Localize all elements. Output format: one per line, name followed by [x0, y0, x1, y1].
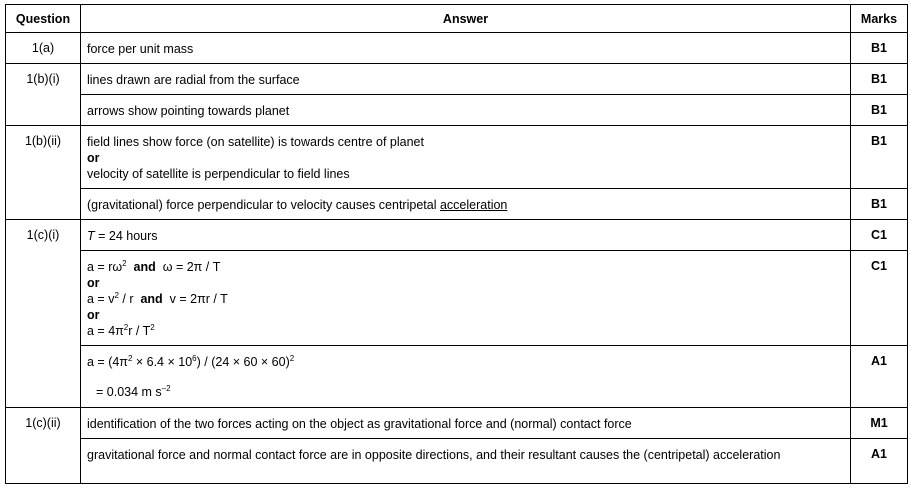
question-label: 1(b)(i)	[6, 64, 81, 126]
answer-text: = 24 hours	[94, 229, 158, 243]
question-label: 1(c)(i)	[6, 220, 81, 408]
result-value: = 0.034 m s	[96, 385, 162, 399]
answer-line: velocity of satellite is perpendicular to field lines	[87, 167, 350, 181]
marks-cell: B1	[851, 33, 908, 64]
answer-cell: lines drawn are radial from the surface	[81, 64, 851, 95]
period-symbol: T	[87, 229, 95, 243]
superscript: 2	[114, 291, 119, 300]
equation-line	[87, 354, 844, 370]
mark-scheme-table	[5, 4, 908, 484]
marks-header: Marks	[851, 5, 908, 33]
superscript: 2	[123, 323, 129, 332]
equation-part: / r	[118, 292, 134, 306]
marks-cell: A1	[851, 439, 908, 484]
equation-part: a = rω	[87, 260, 123, 274]
equation-part: × 6.4 × 10	[132, 355, 193, 369]
marks-cell: B1	[851, 64, 908, 95]
superscript: 6	[192, 354, 197, 363]
table-row	[6, 439, 908, 484]
equation-part: v = 2πr / T	[169, 292, 228, 306]
superscript: –2	[161, 384, 171, 393]
answer-line: field lines show force (on satellite) is towards centre of planet	[87, 135, 424, 149]
marks-cell: A1	[851, 346, 908, 408]
answer-cell: force per unit mass	[81, 33, 851, 64]
header-row	[6, 5, 908, 33]
table-row	[6, 189, 908, 220]
table-row	[6, 408, 908, 439]
answer-cell: gravitational force and normal contact force are in opposite directions, and their resultant causes the (centripetal) acceleration	[81, 439, 851, 484]
answer-cell	[81, 189, 851, 220]
superscript: 2	[127, 354, 133, 363]
equation-part: a = 4π	[87, 324, 124, 338]
superscript: 2	[122, 259, 127, 268]
answer-cell	[81, 346, 851, 408]
table-row	[6, 126, 908, 189]
answer-text: (gravitational) force perpendicular to velocity causes centripetal	[87, 198, 440, 212]
marks-cell: M1	[851, 408, 908, 439]
equation-part: r / T	[128, 324, 151, 338]
table-row	[6, 95, 908, 126]
or-label: or	[87, 276, 100, 290]
table-row	[6, 346, 908, 408]
answer-cell	[81, 251, 851, 346]
and-label: and	[140, 292, 163, 306]
marks-cell: B1	[851, 95, 908, 126]
equation-line	[87, 291, 844, 307]
question-label: 1(b)(ii)	[6, 126, 81, 220]
table-row	[6, 64, 908, 95]
equation-part: ) / (24 × 60 × 60)	[196, 355, 290, 369]
question-label: 1(c)(ii)	[6, 408, 81, 484]
question-header: Question	[6, 5, 81, 33]
underlined-term: acceleration	[439, 198, 508, 212]
result-line	[87, 384, 844, 400]
table-row	[6, 251, 908, 346]
marks-cell: C1	[851, 220, 908, 251]
or-label: or	[87, 151, 100, 165]
equation-part: ω = 2π / T	[162, 260, 221, 274]
and-label: and	[133, 260, 156, 274]
answer-header: Answer	[81, 5, 851, 33]
equation-part: a = (4π	[87, 355, 128, 369]
or-label: or	[87, 308, 100, 322]
marks-cell: B1	[851, 189, 908, 220]
table-row	[6, 33, 908, 64]
superscript: 2	[150, 323, 155, 332]
marks-cell: B1	[851, 126, 908, 189]
answer-cell	[81, 220, 851, 251]
answer-cell: arrows show pointing towards planet	[81, 95, 851, 126]
equation-part: a = v	[87, 292, 115, 306]
marks-cell: C1	[851, 251, 908, 346]
answer-cell: identification of the two forces acting on the object as gravitational force and (normal) contact force	[81, 408, 851, 439]
table-row	[6, 220, 908, 251]
equation-line	[87, 323, 844, 339]
question-label: 1(a)	[6, 33, 81, 64]
answer-cell	[81, 126, 851, 189]
superscript: 2	[289, 354, 295, 363]
equation-line	[87, 259, 844, 275]
